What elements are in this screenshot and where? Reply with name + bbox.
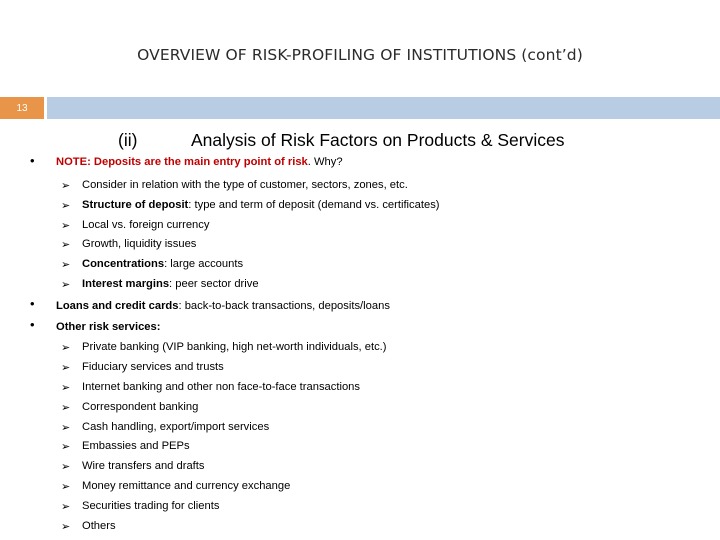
round-bullet-icon: • <box>30 317 35 332</box>
arrow-bullet-icon: ➢ <box>61 422 71 434</box>
list-item: ➢ Local vs. foreign currency <box>61 219 210 232</box>
list-item: ➢ Money remittance and currency exchange <box>61 480 291 493</box>
arrow-bullet-icon: ➢ <box>61 342 71 354</box>
loans-rest: : back-to-back transactions, deposits/loans <box>178 300 390 312</box>
list-item: ➢ Structure of deposit: type and term of deposit (demand vs. certificates) <box>61 199 440 212</box>
list-item: ➢ Fiduciary services and trusts <box>61 361 224 374</box>
arrow-bullet-icon: ➢ <box>61 461 71 473</box>
list-item: ➢ Wire transfers and drafts <box>61 460 205 473</box>
arrow-bullet-icon: ➢ <box>61 180 71 192</box>
arrow-bullet-icon: ➢ <box>61 382 71 394</box>
section-subtitle <box>0 130 720 152</box>
list-item: ➢ Others <box>61 520 116 533</box>
arrow-bullet-icon: ➢ <box>61 200 71 212</box>
list-item: ➢ Growth, liquidity issues <box>61 238 197 251</box>
list-item: ➢ Cash handling, export/import services <box>61 421 270 434</box>
arrow-bullet-icon: ➢ <box>61 220 71 232</box>
list-item: ➢ Internet banking and other non face-to-face transactions <box>61 381 360 394</box>
header-bar <box>47 97 720 119</box>
list-item: ➢ Correspondent banking <box>61 401 199 414</box>
slide-number: 13 <box>0 97 44 119</box>
list-item: ➢ Interest margins: peer sector drive <box>61 278 259 291</box>
list-item: ➢ Private banking (VIP banking, high net-worth individuals, etc.) <box>61 341 387 354</box>
arrow-bullet-icon: ➢ <box>61 402 71 414</box>
loans-line <box>56 300 390 312</box>
list-item: ➢ Embassies and PEPs <box>61 440 190 453</box>
list-item: ➢ Securities trading for clients <box>61 500 220 513</box>
arrow-bullet-icon: ➢ <box>61 521 71 533</box>
deposits-note-bold: NOTE: Deposits are the main entry point of risk <box>56 156 308 168</box>
list-item: ➢ Concentrations: large accounts <box>61 258 244 271</box>
deposits-note-rest: . Why? <box>307 156 343 168</box>
arrow-bullet-icon: ➢ <box>61 441 71 453</box>
round-bullet-icon: • <box>30 153 35 168</box>
arrow-bullet-icon: ➢ <box>61 501 71 513</box>
arrow-bullet-icon: ➢ <box>61 259 71 271</box>
arrow-bullet-icon: ➢ <box>61 279 71 291</box>
subtitle-numeral: (ii) <box>118 130 138 150</box>
slide-title: OVERVIEW OF RISK-PROFILING OF INSTITUTIONS (cont’d) <box>137 46 583 64</box>
deposits-note <box>56 156 343 168</box>
arrow-bullet-icon: ➢ <box>61 239 71 251</box>
arrow-bullet-icon: ➢ <box>61 362 71 374</box>
subtitle-text: Analysis of Risk Factors on Products & Services <box>191 130 565 150</box>
arrow-bullet-icon: ➢ <box>61 481 71 493</box>
loans-bold: Loans and credit cards <box>56 300 179 312</box>
other-label: Other risk services: <box>56 321 161 333</box>
round-bullet-icon: • <box>30 296 35 311</box>
list-item: ➢ Consider in relation with the type of customer, sectors, zones, etc. <box>61 179 408 192</box>
